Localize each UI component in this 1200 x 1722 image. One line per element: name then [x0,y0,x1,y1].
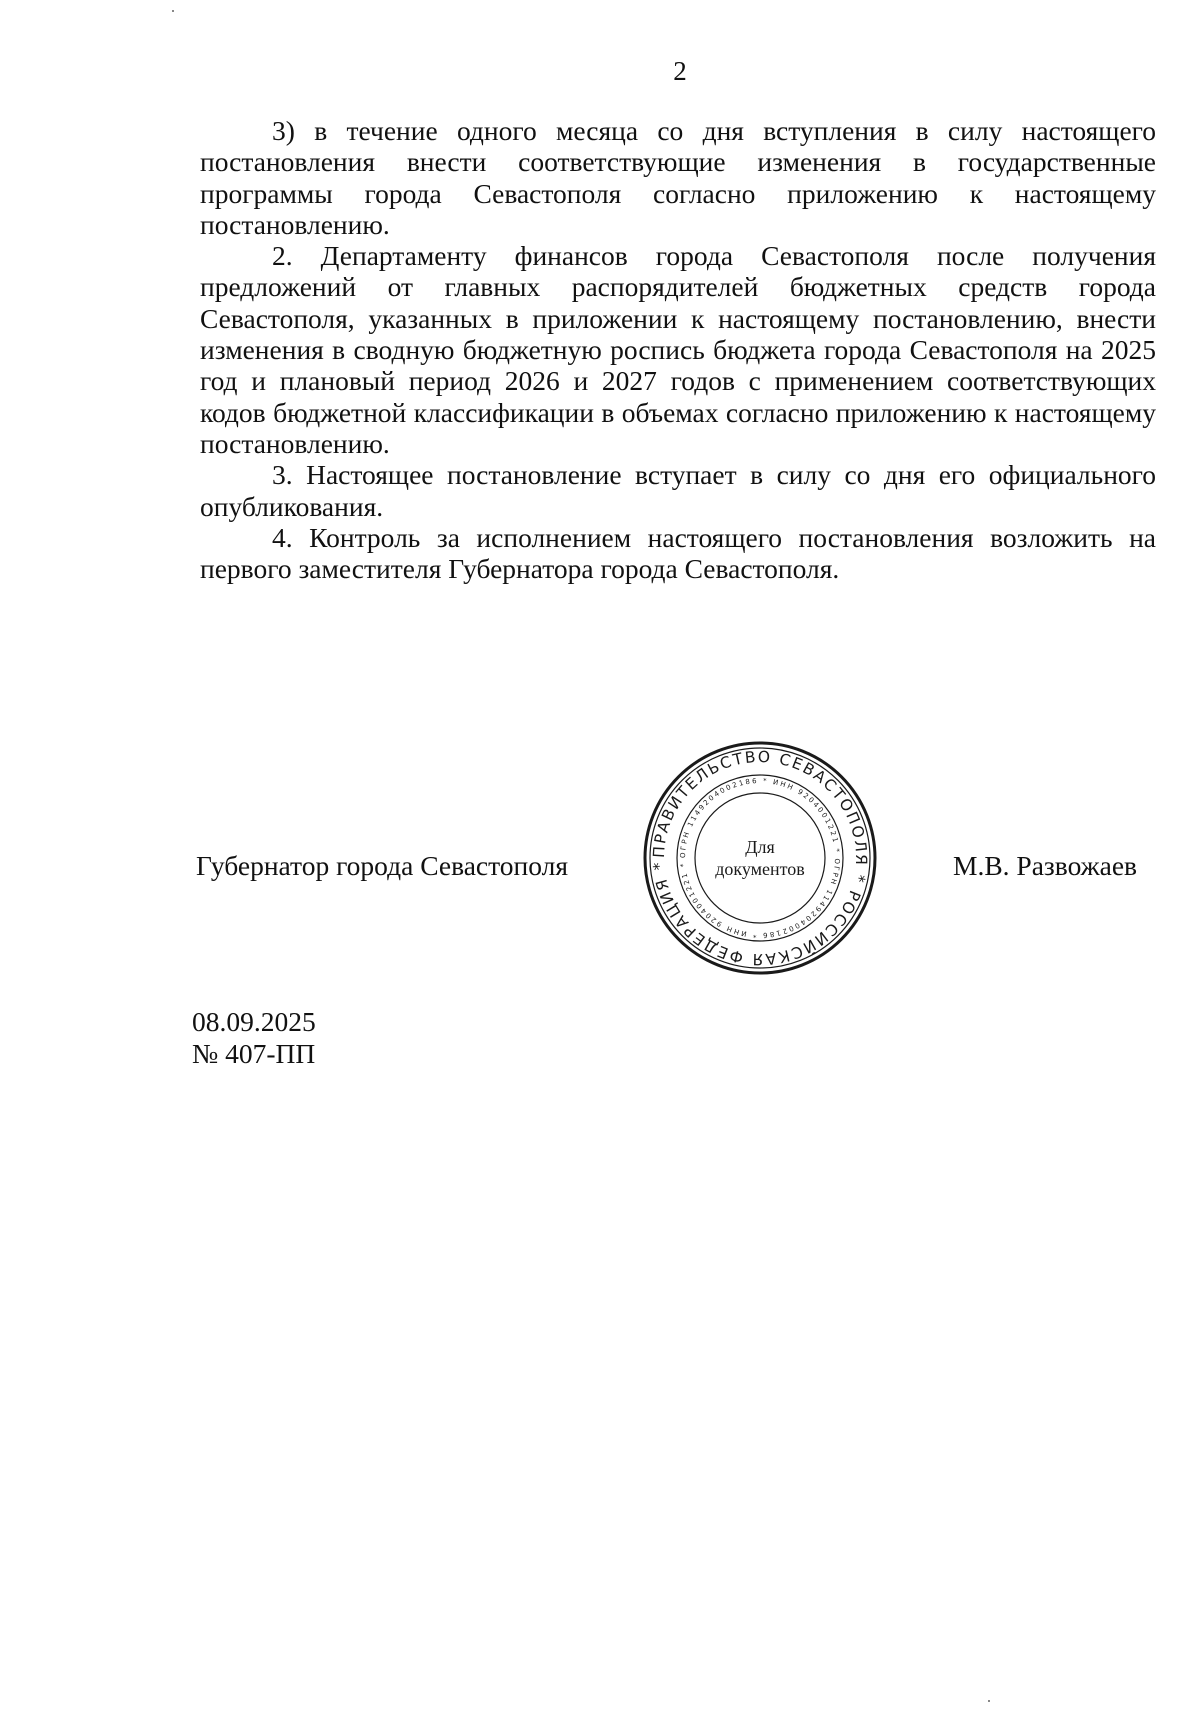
document-number: № 407-ПП [192,1038,316,1069]
official-seal [642,740,878,976]
paragraph-item-3: 3) в течение одного месяца со дня вступления в силу настоящего постановления внести соответствующие изменения в государственные программы города Севастополя согласно приложению к настоящему постановлению. [200,115,1156,240]
seal-inner-text: ОГРН 1149204002186 * ИНН 9204001221 * ОГРН 1149204002186 * ИНН 9204001221 * [678,776,842,940]
document-date: 08.09.2025 [192,1006,316,1037]
document-body [200,115,1156,584]
signatory-name: М.В. Развожаев [953,850,1138,881]
paragraph-2: 2. Департаменту финансов города Севастополя после получения предложений от главных распорядителей бюджетных средств города Севастополя, указанных в приложении к настоящему постановлению, внести изменения в сводную бюджетную роспись бюджета города Севастополя на 2025 год и плановый период 2026 и 2027 годов с применением соответствующих кодов бюджетной классификации в объемах согласно приложению к настоящему постановлению. [200,240,1156,459]
paragraph-3: 3. Настоящее постановление вступает в силу со дня его официального опубликования. [200,459,1156,522]
signatory-position: Губернатор города Севастополя [196,850,568,881]
seal-center-line-1: Для [745,837,775,857]
document-details [192,1006,316,1070]
seal-outer-text: ПРАВИТЕЛЬСТВО СЕВАСТОПОЛЯ * РОССИЙСКАЯ ФЕДЕРАЦИЯ * [649,747,871,969]
paragraph-4: 4. Контроль за исполнением настоящего постановления возложить на первого заместителя Губернатора города Севастополя. [200,521,1156,585]
page-number: 2 [673,56,687,86]
seal-center-line-2: документов [715,859,805,879]
scan-artifact [988,1700,990,1702]
seal-graphic [642,740,878,976]
scan-artifact [172,10,174,12]
